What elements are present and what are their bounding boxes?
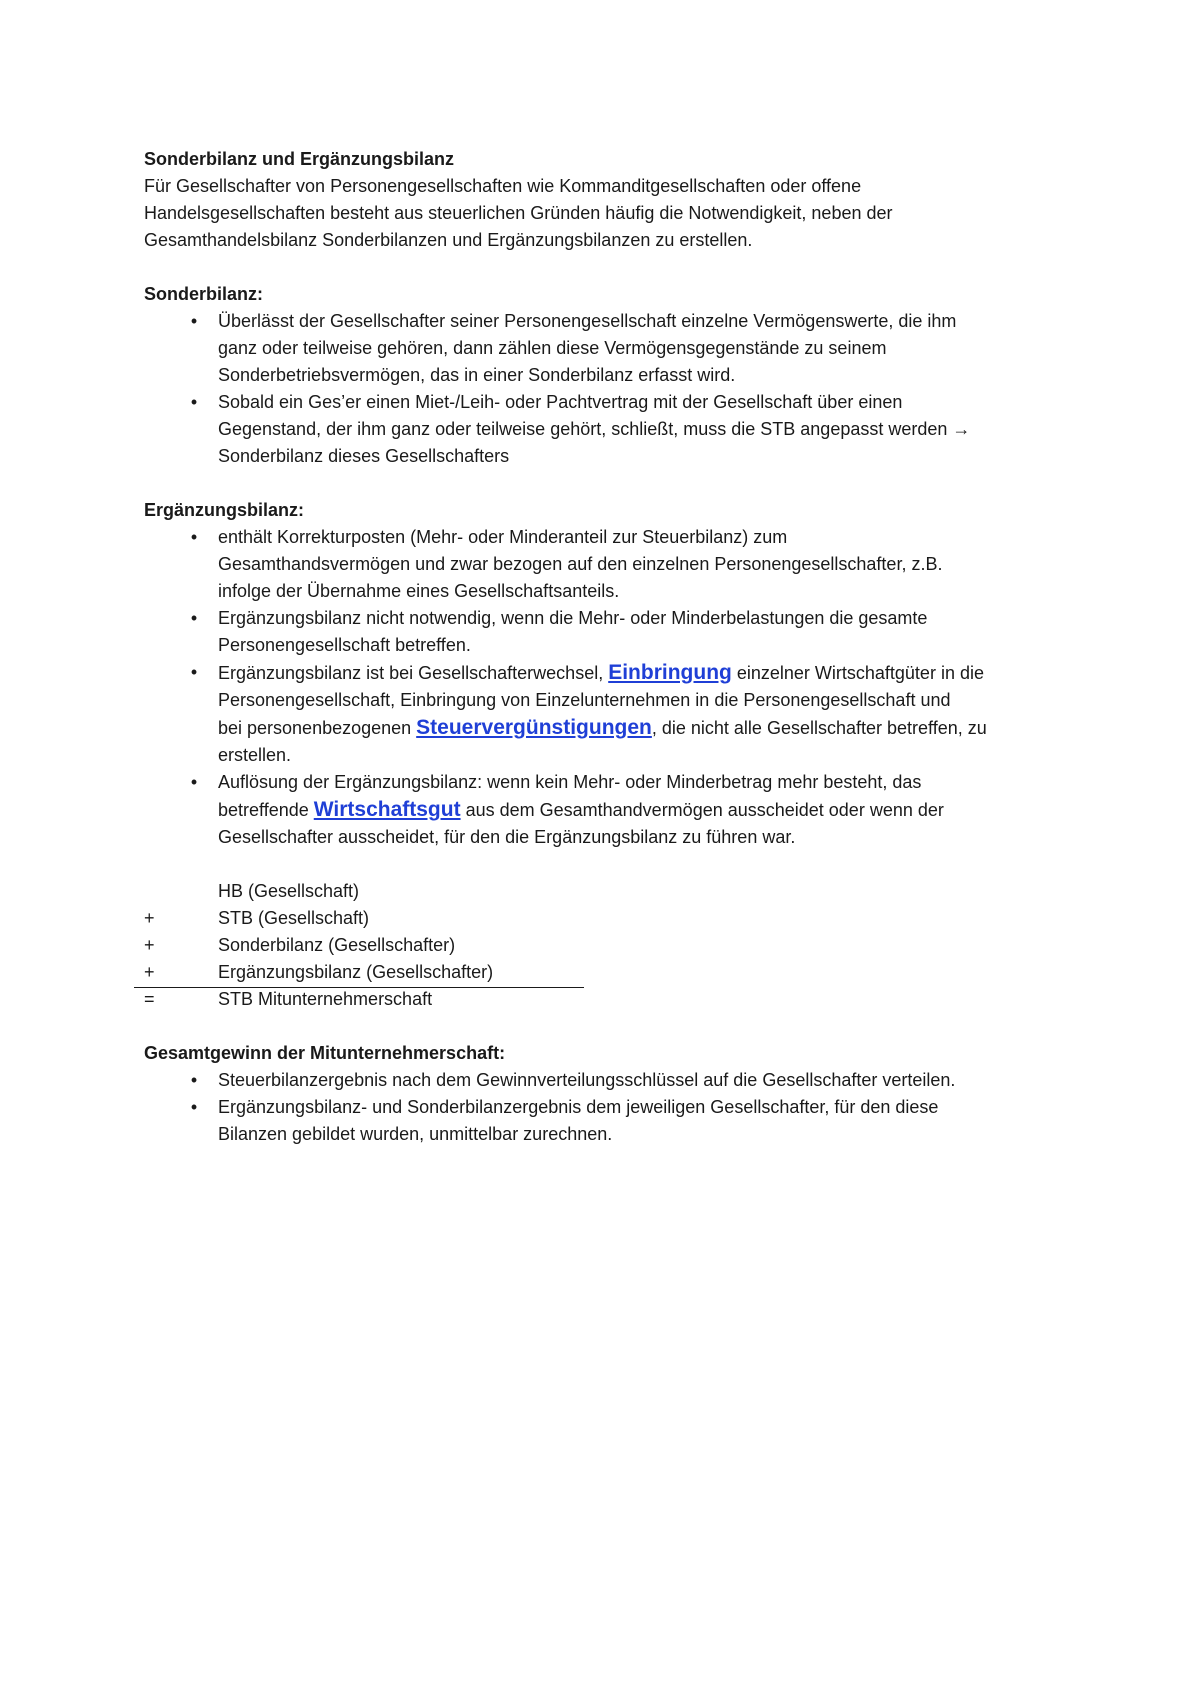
intro-line: Gesamthandelsbilanz Sonderbilanzen und Ergänzungsbilanzen zu erstellen. (144, 230, 753, 250)
bullet-icon: • (190, 662, 198, 682)
calculation-text: Sonderbilanz (Gesellschafter) (218, 935, 456, 955)
calculation-row (144, 986, 1064, 1013)
spacer (144, 470, 1064, 497)
list-item-line: Bilanzen gebildet wurden, unmittelbar zurechnen. (218, 1124, 613, 1144)
calculation-text: HB (Gesellschaft) (218, 881, 360, 901)
text-span: einzelner Wirtschaftgüter in die (731, 663, 984, 683)
ergaenzungsbilanz-list (144, 524, 1064, 851)
list-item-line: Gesellschafter ausscheidet, für den die Ergänzungsbilanz zu führen war. (218, 827, 796, 847)
wirtschaftsgut-link[interactable]: Wirtschaftsgut (313, 798, 461, 821)
list-item-line (218, 714, 1064, 742)
calculation-row (144, 959, 1064, 986)
list-item-line: Ergänzungsbilanz- und Sonderbilanzergebnis dem jeweiligen Gesellschafter, für den diese (218, 1097, 939, 1117)
calculation-sign: + (144, 962, 155, 982)
calculation-row (144, 932, 1064, 959)
spacer (144, 851, 1064, 878)
list-item-line: Personengesellschaft betreffen. (218, 635, 471, 655)
intro-line: Handelsgesellschaften besteht aus steuerlichen Gründen häufig die Notwendigkeit, neben der (144, 203, 893, 223)
list-item (144, 389, 1064, 470)
bullet-icon: • (190, 392, 198, 412)
calculation-block (144, 878, 1064, 1013)
text-span: Ergänzungsbilanz ist bei Gesellschafterwechsel, (218, 663, 609, 683)
gesamtgewinn-list (144, 1067, 1064, 1148)
bullet-icon: • (190, 311, 198, 331)
list-item-line (218, 659, 1064, 687)
list-item-line: Personengesellschaft, Einbringung von Einzelunternehmen in die Personengesellschaft und (218, 690, 951, 710)
list-item-line: ganz oder teilweise gehören, dann zählen diese Vermögensgegenstände zu seinem (218, 338, 887, 358)
text-span: aus dem Gesamthandvermögen ausscheidet oder wenn der (460, 800, 944, 820)
calculation-row (144, 905, 1064, 932)
calculation-sign: + (144, 908, 155, 928)
intro-paragraph (144, 173, 1064, 254)
list-item-line: Ergänzungsbilanz nicht notwendig, wenn die Mehr- oder Minderbelastungen die gesamte (218, 608, 928, 628)
list-item-line: Gegenstand, der ihm ganz oder teilweise gehört, schließt, muss die STB angepasst werden → (218, 419, 971, 439)
list-item-line: Sobald ein Ges’er einen Miet-/Leih- oder Pachtvertrag mit der Gesellschaft über einen (218, 392, 903, 412)
list-item-line: infolge der Übernahme eines Gesellschaftsanteils. (218, 581, 620, 601)
calculation-text: Ergänzungsbilanz (Gesellschafter) (218, 962, 494, 982)
spacer (144, 254, 1064, 281)
list-item (144, 1094, 1064, 1148)
list-item (144, 524, 1064, 605)
ergaenzungsbilanz-heading: Ergänzungsbilanz: (144, 500, 305, 520)
document-title: Sonderbilanz und Ergänzungsbilanz (144, 149, 455, 169)
bullet-icon: • (190, 1070, 198, 1090)
list-item-line: Gesamthandsvermögen und zwar bezogen auf den einzelnen Personengesellschafter, z.B. (218, 554, 943, 574)
list-item (144, 605, 1064, 659)
text-span: betreffende (218, 800, 314, 820)
list-item (144, 308, 1064, 389)
spacer (144, 1013, 1064, 1040)
steuerverguenstigungen-link[interactable]: Steuervergünstigungen (416, 716, 652, 739)
list-item-line: Sonderbilanz dieses Gesellschafters (218, 446, 510, 466)
bullet-icon: • (190, 772, 198, 792)
list-item (144, 769, 1064, 851)
sonderbilanz-list (144, 308, 1064, 470)
sonderbilanz-heading: Sonderbilanz: (144, 284, 264, 304)
einbringung-link[interactable]: Einbringung (608, 661, 732, 684)
list-item-line: Überlässt der Gesellschafter seiner Personengesellschaft einzelne Vermögenswerte, die ihm (218, 311, 957, 331)
list-item (144, 1067, 1064, 1094)
calculation-sign: + (144, 935, 155, 955)
calculation-text: STB Mitunternehmerschaft (218, 989, 433, 1009)
bullet-icon: • (190, 1097, 198, 1117)
list-item-line: Steuerbilanzergebnis nach dem Gewinnverteilungsschlüssel auf die Gesellschafter verteilen. (218, 1070, 956, 1090)
list-item-line: enthält Korrekturposten (Mehr- oder Minderanteil zur Steuerbilanz) zum (218, 527, 788, 547)
bullet-icon: • (190, 527, 198, 547)
intro-line: Für Gesellschafter von Personengesellschaften wie Kommanditgesellschaften oder offene (144, 176, 862, 196)
list-item-line: Auflösung der Ergänzungsbilanz: wenn kein Mehr- oder Minderbetrag mehr besteht, das (218, 772, 922, 792)
text-span: bei personenbezogenen (218, 718, 417, 738)
list-item (144, 659, 1064, 769)
calculation-sign: = (144, 989, 155, 1009)
calculation-row (144, 878, 1064, 905)
text-span: , die nicht alle Gesellschafter betreffen, zu (651, 718, 987, 738)
gesamtgewinn-heading: Gesamtgewinn der Mitunternehmerschaft: (144, 1043, 506, 1063)
list-item-line: erstellen. (218, 745, 292, 765)
bullet-icon: • (190, 608, 198, 628)
list-item-line (218, 796, 1064, 824)
calculation-text: STB (Gesellschaft) (218, 908, 370, 928)
document-body (144, 146, 1064, 1148)
list-item-line: Sonderbetriebsvermögen, das in einer Sonderbilanz erfasst wird. (218, 365, 736, 385)
